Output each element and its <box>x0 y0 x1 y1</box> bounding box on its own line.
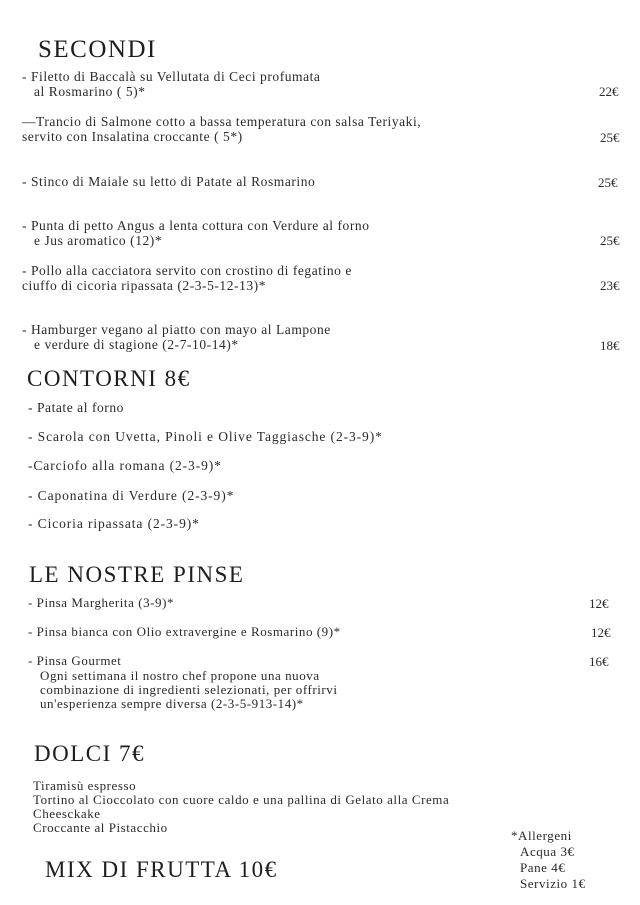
item-price: 18€ <box>600 338 620 353</box>
item-line: e Jus aromatico (12)* <box>34 233 163 248</box>
item-price: 22€ <box>599 84 619 99</box>
item-line: - Pollo alla cacciatora servito con crostino di fegatino e <box>22 263 352 278</box>
item-line: servito con Insalatina croccante ( 5*) <box>22 129 243 144</box>
contorno-item: - Patate al forno <box>28 400 124 415</box>
allergeni-note: *Allergeni <box>511 828 572 843</box>
item-price: 12€ <box>589 596 609 611</box>
section-title-pinse: LE NOSTRE PINSE <box>29 562 245 587</box>
contorno-item: - Caponatina di Verdure (2-3-9)* <box>28 488 235 503</box>
item-price: 12€ <box>591 625 611 640</box>
dolce-item: Croccante al Pistacchio <box>33 820 168 835</box>
servizio-price: Servizio 1€ <box>520 876 586 891</box>
item-line: - Pinsa Margherita (3-9)* <box>28 595 175 610</box>
item-price: 16€ <box>589 654 609 669</box>
item-line: - Pinsa Gourmet <box>28 653 122 668</box>
item-line: e verdure di stagione (2-7-10-14)* <box>34 337 239 352</box>
section-title-dolci: DOLCI 7€ <box>34 741 146 766</box>
contorno-item: - Cicoria ripassata (2-3-9)* <box>28 516 200 531</box>
pane-price: Pane 4€ <box>520 860 566 875</box>
item-line: - Filetto di Baccalà su Vellutata di Ceci profumata <box>22 69 321 84</box>
item-line: —Trancio di Salmone cotto a bassa temperatura con salsa Teriyaki, <box>22 114 422 129</box>
section-title-secondi: SECONDI <box>38 36 157 63</box>
item-description: combinazione di ingredienti selezionati, per offrirvi <box>40 682 338 697</box>
item-description: un'esperienza sempre diversa (2-3-5-913-14)* <box>40 696 304 711</box>
item-line: ciuffo di cicoria ripassata (2-3-5-12-13)* <box>22 278 267 293</box>
item-price: 25€ <box>598 175 618 190</box>
item-line: - Stinco di Maiale su letto di Patate al Rosmarino <box>22 174 316 189</box>
contorno-item: -Carciofo alla romana (2-3-9)* <box>28 458 222 473</box>
item-line: - Pinsa bianca con Olio extravergine e Rosmarino (9)* <box>28 624 341 639</box>
item-price: 25€ <box>600 130 620 145</box>
section-title-frutta: MIX DI FRUTTA 10€ <box>45 857 278 882</box>
item-line: - Hamburger vegano al piatto con mayo al Lampone <box>22 322 331 337</box>
item-line: - Punta di petto Angus a lenta cottura con Verdure al forno <box>22 218 370 233</box>
dolce-item: Tiramisù espresso <box>33 778 137 793</box>
contorno-item: - Scarola con Uvetta, Pinoli e Olive Taggiasche (2-3-9)* <box>28 429 383 444</box>
item-description: Ogni settimana il nostro chef propone una nuova <box>40 668 320 683</box>
section-title-contorni: CONTORNI 8€ <box>27 366 191 391</box>
dolce-item: Cheesckake <box>33 806 101 821</box>
acqua-price: Acqua 3€ <box>520 844 575 859</box>
item-line: al Rosmarino ( 5)* <box>34 84 146 99</box>
dolce-item: Tortino al Cioccolato con cuore caldo e una pallina di Gelato alla Crema <box>33 792 450 807</box>
item-price: 25€ <box>600 233 620 248</box>
item-price: 23€ <box>600 278 620 293</box>
